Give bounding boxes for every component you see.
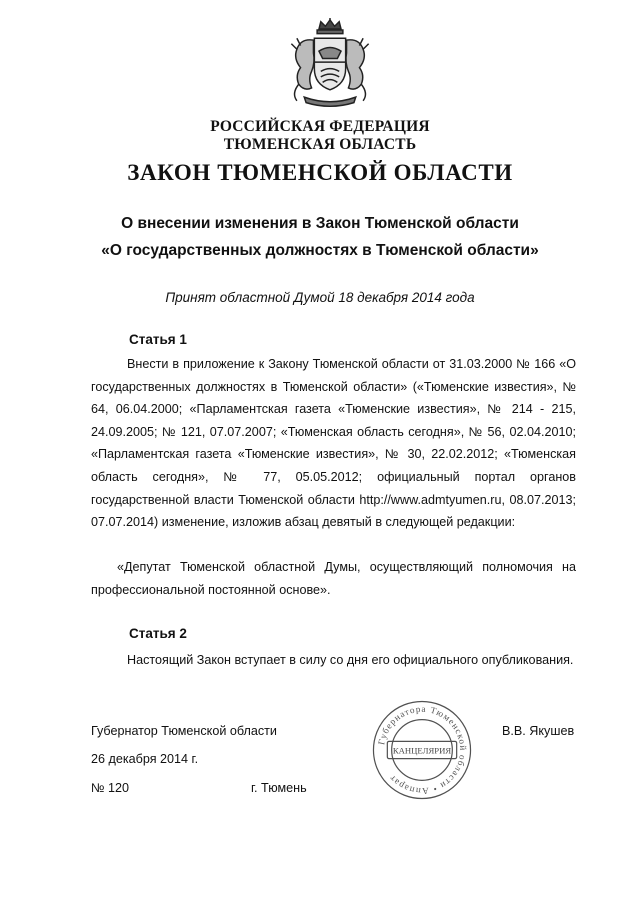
region-heading: ТЮМЕНСКАЯ ОБЛАСТЬ bbox=[223, 136, 417, 153]
article-1-paragraph: Внести в приложение к Закону Тюменской области от 31.03.2000 № 166 «О государственных должностях в Тюменской области» («Тюменские известия», № 64, 06.04.2000; «Парламентская газета «Тюменские известия», № 214 - 215, 24.09.2005; № 121, 07.07.2007; «Тюменская область сегодня», № 56, 02.04.2010; «Парламентская газета «Тюменские известия», № 30, 22.02.2012; «Тюменская область сегодня», № 77, 05.05.2012; официальный портал органов государственной власти Тюменской области http://www.admtyumen.ru, 08.07.2013; 07.07.2014) изменение, изложив абзац девятый в следующей редакции: bbox=[91, 357, 576, 530]
stamp-ring-text: Губернатора Тюменской области • Аппарат bbox=[376, 703, 469, 797]
law-subject-line-1: О внесении изменения в Закон Тюменской области bbox=[121, 215, 519, 232]
article-2-paragraph: Настоящий Закон вступает в силу со дня его официального опубликования. bbox=[127, 653, 574, 667]
article-2-heading: Статья 2 bbox=[129, 626, 187, 641]
signing-city: г. Тюмень bbox=[251, 781, 307, 795]
article-1-quote: «Депутат Тюменской областной Думы, осуществляющий полномочия на профессиональной постоянной основе». bbox=[91, 560, 576, 597]
governor-title: Губернатор Тюменской области bbox=[91, 724, 277, 738]
tyumen-coat-of-arms-icon bbox=[284, 18, 376, 110]
governor-name: В.В. Якушев bbox=[502, 724, 575, 738]
article-1-heading: Статья 1 bbox=[129, 332, 187, 347]
adoption-note: Принят областной Думой 18 декабря 2014 года bbox=[165, 290, 475, 305]
law-number: № 120 bbox=[91, 781, 130, 795]
chancellery-stamp bbox=[370, 698, 474, 802]
page-title: ЗАКОН ТЮМЕНСКОЙ ОБЛАСТИ bbox=[127, 160, 513, 185]
stamp-center-text: КАНЦЕЛЯРИЯ bbox=[392, 745, 452, 756]
country-heading: РОССИЙСКАЯ ФЕДЕРАЦИЯ bbox=[210, 118, 430, 135]
signing-date: 26 декабря 2014 г. bbox=[91, 752, 199, 766]
law-subject-line-2: «О государственных должностях в Тюменской области» bbox=[101, 242, 539, 259]
